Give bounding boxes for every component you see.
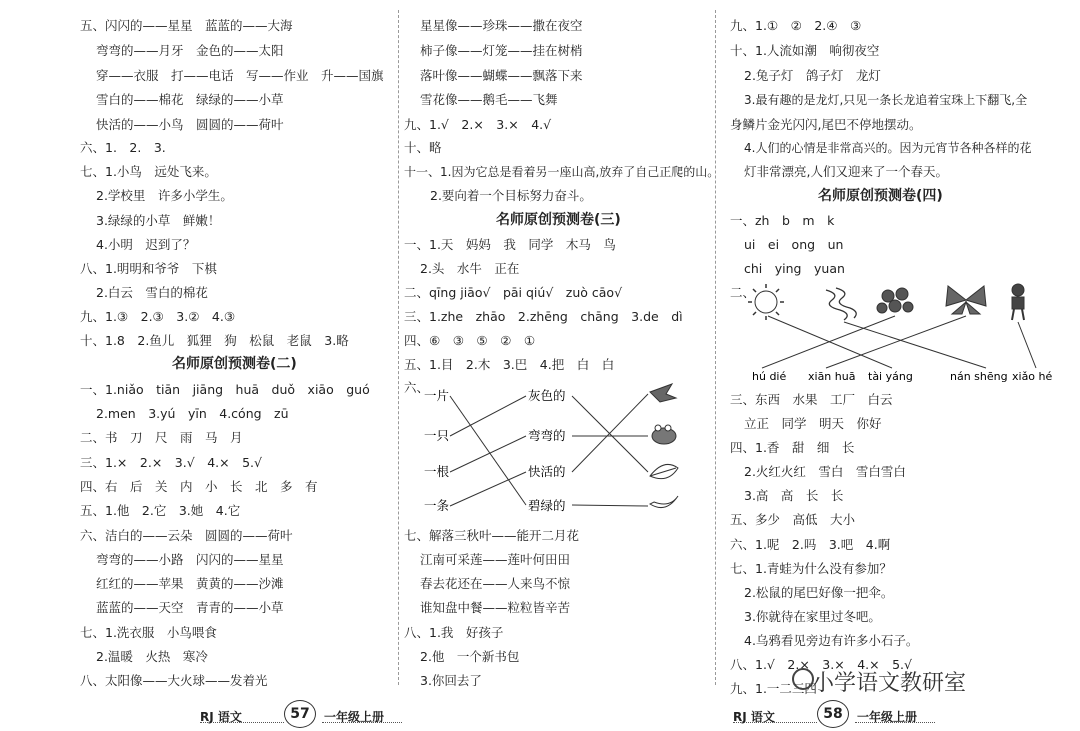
- match-line: [450, 396, 526, 436]
- adjective-3: 快活的: [528, 464, 566, 479]
- answer-line: 九、1.一二三四: [730, 681, 817, 696]
- answer-line: 灯非常漂亮,人们又迎来了一个春天。: [744, 164, 948, 179]
- answer-line: 九、1.① ② 2.④ ③: [730, 18, 862, 33]
- match-line: [572, 505, 648, 506]
- answer-line: 二、书 刀 尺 雨 马 月: [80, 430, 243, 445]
- answer-line: 五、多少 高低 大小: [730, 512, 856, 527]
- answer-line: 八、1.明明和爷爷 下棋: [80, 261, 217, 276]
- answer-line: 三、东西 水果 工厂 白云: [730, 392, 893, 407]
- sun-icon: [748, 284, 784, 320]
- answer-line: 一、zh b m k: [730, 213, 835, 228]
- matching-figure: [420, 380, 690, 520]
- footer-right: [733, 700, 973, 730]
- section-title: 名师原创预测卷(二): [172, 356, 297, 372]
- answer-line: 快活的——小鸟 圆圆的——荷叶: [96, 117, 284, 132]
- answer-line: 七、1.青蛙为什么没有参加？: [730, 561, 892, 576]
- measure-word-3: 一根: [424, 464, 450, 479]
- answer-line: 三、1.× 2.× 3.√ 4.× 5.√: [80, 455, 262, 470]
- answer-line: 2.他 一个新书包: [420, 649, 520, 664]
- pinyin-label: xiān huā: [808, 370, 856, 383]
- answer-line: 六、1.呢 2.吗 3.吧 4.啊: [730, 537, 891, 552]
- answer-line: 一、1.niǎo tiān jiāng huā duǒ xiāo guó: [80, 382, 370, 397]
- answer-line: 3.最有趣的是龙灯,只见一条长龙追着宝珠上下翻飞,全: [744, 93, 1028, 107]
- answer-line: 四、⑥ ③ ⑤ ② ①: [404, 333, 536, 348]
- answer-line: 五、闪闪的——星星 蓝蓝的——大海: [80, 18, 293, 33]
- answer-line: 立正 同学 明天 你好: [744, 416, 882, 431]
- answer-line: 十、略: [404, 140, 442, 155]
- column-divider: [398, 10, 399, 685]
- banana-icon: [650, 496, 678, 508]
- footer-grade: 一年级上册: [324, 710, 385, 724]
- leaf-icon: [650, 464, 678, 478]
- bird-icon: [650, 384, 676, 402]
- measure-word-1: 一片: [424, 388, 450, 403]
- answer-line: 春去花还在——人来鸟不惊: [420, 576, 571, 591]
- flower-icon: [877, 288, 913, 313]
- match-line: [768, 316, 892, 368]
- butterfly-icon: [946, 286, 986, 314]
- answer-line: chi ying yuan: [744, 261, 845, 276]
- pinyin-label: tài yáng: [868, 370, 913, 383]
- answer-line: 六、: [404, 380, 430, 395]
- adjective-4: 碧绿的: [528, 498, 566, 513]
- answer-line: 四、右 后 关 内 小 长 北 多 有: [80, 479, 318, 494]
- answer-line: 四、1.香 甜 细 长: [730, 440, 855, 455]
- adjective-1: 灰色的: [528, 388, 566, 403]
- footer-dots: [733, 722, 817, 723]
- footer-left: [200, 700, 460, 730]
- answer-line: 柿子像——灯笼——挂在树梢: [420, 43, 583, 58]
- answer-line: 2.白云 雪白的棉花: [96, 285, 208, 300]
- answer-line: 十、1.人流如潮 响彻夜空: [730, 43, 880, 58]
- match-line: [826, 316, 966, 368]
- picture-matching-figure: [740, 280, 1060, 385]
- boy-icon: [1012, 284, 1024, 320]
- section-title: 名师原创预测卷(三): [496, 212, 621, 228]
- page-number: 57: [284, 700, 316, 728]
- answer-line: 九、1.③ 2.③ 3.② 4.③: [80, 309, 236, 324]
- answer-line: 八、1.√ 2.× 3.× 4.× 5.√: [730, 657, 912, 672]
- river-icon: [826, 288, 856, 320]
- answer-line: 落叶像——蝴蝶——飘落下来: [420, 68, 583, 83]
- answer-line: 弯弯的——月牙 金色的——太阳: [96, 43, 284, 58]
- answer-line: 七、1.洗衣服 小鸟喂食: [80, 625, 217, 640]
- answer-line: 2.松鼠的尾巴好像一把伞。: [744, 585, 894, 600]
- answer-line: 穿——衣服 打——电话 写——作业 升——国旗: [96, 68, 384, 83]
- pinyin-label: nán shēng: [950, 370, 1008, 383]
- page-number: 58: [817, 700, 849, 728]
- match-line: [450, 436, 526, 472]
- pinyin-label: hú dié: [752, 370, 787, 383]
- answer-line: 红红的——苹果 黄黄的——沙滩: [96, 576, 284, 591]
- answer-line: 3.你就待在家里过冬吧。: [744, 609, 881, 624]
- answer-line: 4.小明 迟到了？: [96, 237, 196, 252]
- frog-icon: [652, 425, 676, 444]
- answer-line: 二、qīng jiāo√ pāi qiú√ zuò cāo√: [404, 285, 623, 300]
- answer-line: 六、1. 2. 3.: [80, 140, 166, 155]
- answer-line: 弯弯的——小路 闪闪的——星星: [96, 552, 284, 567]
- answer-line: 2.温暖 火热 寒冷: [96, 649, 208, 664]
- answer-line: 谁知盘中餐——粒粒皆辛苦: [420, 600, 571, 615]
- answer-line: 雪花像——鹅毛——飞舞: [420, 92, 558, 107]
- answer-line: 五、1.他 2.它 3.她 4.它: [80, 503, 241, 518]
- answer-line: 蓝蓝的——天空 青青的——小草: [96, 600, 284, 615]
- answer-line: ui ei ong un: [744, 237, 844, 252]
- answer-line: 3.你回去了: [420, 673, 482, 688]
- answer-line: 二、: [730, 285, 756, 300]
- footer-dots: [200, 722, 284, 723]
- pinyin-label: xiǎo hé: [1012, 370, 1053, 383]
- answer-line: 2.头 水牛 正在: [420, 261, 520, 276]
- answer-line: 十、1.8 2.鱼儿 狐狸 狗 松鼠 老鼠 3.略: [80, 333, 349, 348]
- answer-line: 七、解落三秋叶——能开二月花: [404, 528, 580, 543]
- answer-line: 江南可采莲——莲叶何田田: [420, 552, 571, 567]
- answer-line: 十一、1.因为它总是看着另一座山高,放弃了自己正爬的山。: [404, 165, 720, 179]
- answer-line: 八、1.我 好孩子: [404, 625, 504, 640]
- answer-line: 星星像——珍珠——撒在夜空: [420, 18, 583, 33]
- answer-line: 2.兔子灯 鸽子灯 龙灯: [744, 68, 881, 83]
- footer-grade: 一年级上册: [857, 710, 918, 724]
- section-title: 名师原创预测卷(四): [818, 188, 943, 204]
- answer-line: 七、1.小鸟 远处飞来。: [80, 164, 217, 179]
- answer-line: 身鳞片金光闪闪,尾巴不停地摆动。: [730, 117, 922, 132]
- column-divider: [715, 10, 716, 685]
- adjective-2: 弯弯的: [528, 428, 566, 443]
- answer-line: 4.乌鸦看见旁边有许多小石子。: [744, 633, 919, 648]
- match-line: [762, 316, 895, 368]
- answer-line: 3.绿绿的小草 鲜嫩！: [96, 213, 221, 228]
- answer-line: 三、1.zhe zhāo 2.zhēng chāng 3.de dì: [404, 309, 683, 324]
- answer-line: 八、太阳像——大火球——发着光: [80, 673, 268, 688]
- watermark: 小学语文教研室: [812, 671, 967, 696]
- answer-line: 2.要向着一个目标努力奋斗。: [430, 188, 592, 203]
- measure-word-2: 一只: [424, 428, 450, 443]
- match-line: [844, 322, 986, 368]
- footer-subject: RJ 语文: [733, 710, 775, 724]
- answer-line: 一、1.天 妈妈 我 同学 木马 鸟: [404, 237, 616, 252]
- answer-line: 4.人们的心情是非常高兴的。因为元宵节各种各样的花: [744, 141, 1032, 155]
- answer-line: 六、洁白的——云朵 圆圆的——荷叶: [80, 528, 293, 543]
- wechat-icon: [792, 668, 814, 690]
- match-line: [1018, 322, 1036, 368]
- footer-subject: RJ 语文: [200, 710, 242, 724]
- answer-line: 3.高 高 长 长: [744, 488, 844, 503]
- answer-line: 雪白的——棉花 绿绿的——小草: [96, 92, 284, 107]
- answer-line: 五、1.目 2.木 3.巴 4.把 白 白: [404, 357, 615, 372]
- answer-line: 九、1.√ 2.× 3.× 4.√: [404, 117, 552, 132]
- answer-line: 2.学校里 许多小学生。: [96, 188, 233, 203]
- answer-line: 2.火红火红 雪白 雪白雪白: [744, 464, 906, 479]
- measure-word-4: 一条: [424, 498, 450, 513]
- answer-line: 2.men 3.yú yīn 4.cóng zū: [96, 406, 289, 421]
